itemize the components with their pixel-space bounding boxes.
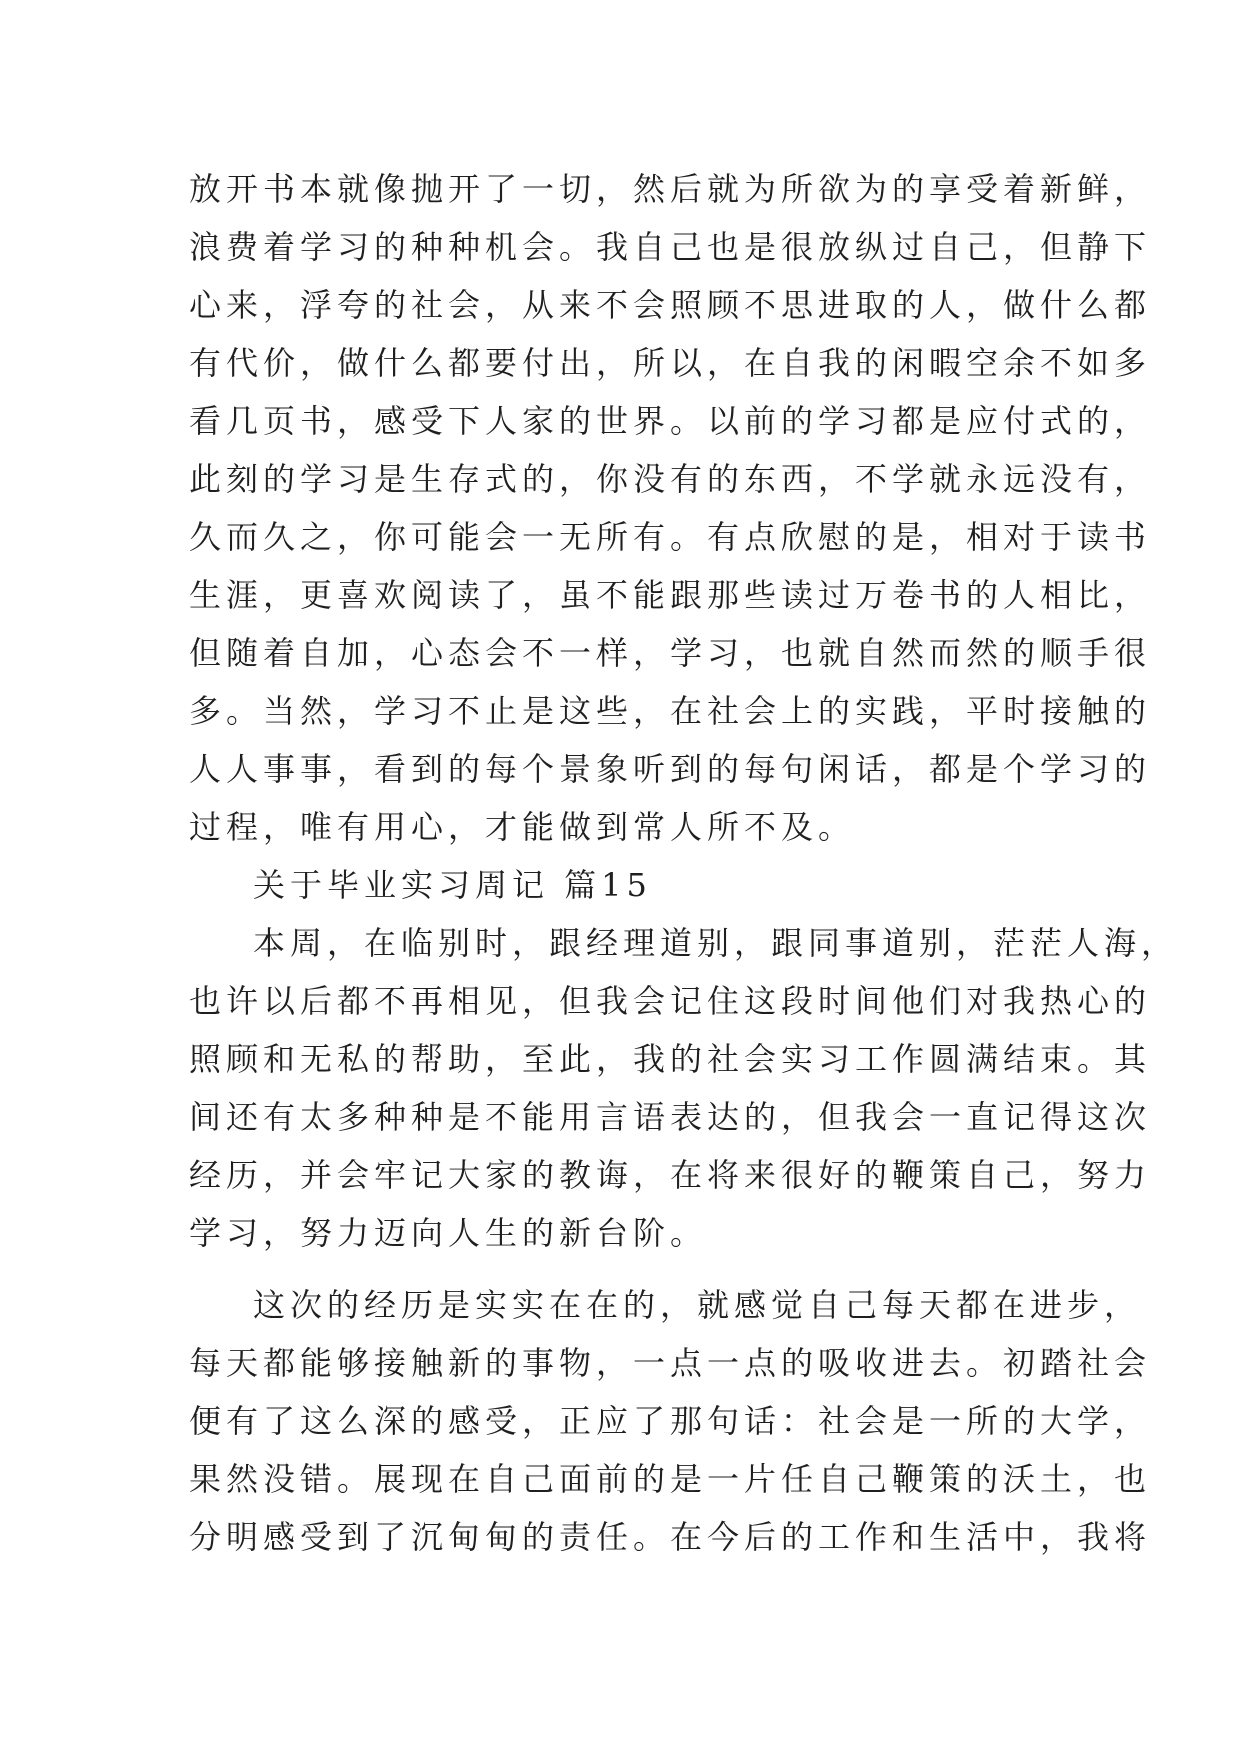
text-line: 但随着自加，心态会不一样，学习，也就自然而然的顺手很 <box>189 634 1152 672</box>
text-line: 心来，浮夸的社会，从来不会照顾不思进取的人，做什么都 <box>189 286 1152 324</box>
paragraph <box>189 914 1179 1262</box>
text-line: 浪费着学习的种种机会。我自己也是很放纵过自己，但静下 <box>189 228 1152 266</box>
text-line: 有代价，做什么都要付出，所以，在自我的闲暇空余不如多 <box>189 344 1152 382</box>
text-line: 看几页书，感受下人家的世界。以前的学习都是应付式的， <box>189 402 1152 440</box>
text-line: 久而久之，你可能会一无所有。有点欣慰的是，相对于读书 <box>189 518 1152 556</box>
text-line: 分明感受到了沉甸甸的责任。在今后的工作和生活中，我将 <box>189 1518 1152 1556</box>
text-line: 每天都能够接触新的事物，一点一点的吸收进去。初踏社会 <box>189 1344 1152 1382</box>
text-line: 也许以后都不再相见，但我会记住这段时间他们对我热心的 <box>189 982 1152 1020</box>
text-line: 多。当然，学习不止是这些，在社会上的实践，平时接触的 <box>189 692 1152 730</box>
text-line: 经历，并会牢记大家的教诲，在将来很好的鞭策自己，努力 <box>189 1156 1152 1194</box>
text-line: 放开书本就像抛开了一切，然后就为所欲为的享受着新鲜， <box>189 170 1152 208</box>
text-line: 便有了这么深的感受，正应了那句话：社会是一所的大学， <box>189 1402 1152 1440</box>
text-line: 这次的经历是实实在在的，就感觉自己每天都在进步， <box>253 1286 1142 1324</box>
text-line: 照顾和无私的帮助，至此，我的社会实习工作圆满结束。其 <box>189 1040 1152 1078</box>
text-line: 学习，努力迈向人生的新台阶。 <box>189 1214 708 1252</box>
text-line: 此刻的学习是生存式的，你没有的东西，不学就永远没有， <box>189 460 1152 498</box>
text-line: 过程，唯有用心，才能做到常人所不及。 <box>189 808 856 846</box>
text-line: 本周，在临别时，跟经理道别，跟同事道别，茫茫人海， <box>253 924 1179 962</box>
document-body <box>189 160 1179 1566</box>
paragraph-continuation <box>189 160 1152 856</box>
text-line: 果然没错。展现在自己面前的是一片任自己鞭策的沃土，也 <box>189 1460 1152 1498</box>
paragraph <box>189 1276 1152 1566</box>
text-line: 人人事事，看到的每个景象听到的每句闲话，都是个学习的 <box>189 750 1152 788</box>
text-line: 生涯，更喜欢阅读了，虽不能跟那些读过万卷书的人相比， <box>189 576 1152 614</box>
section-heading: 关于毕业实习周记 篇15 <box>253 866 652 904</box>
text-line: 间还有太多种种是不能用言语表达的，但我会一直记得这次 <box>189 1098 1152 1136</box>
paragraph-gap <box>189 1262 1069 1276</box>
